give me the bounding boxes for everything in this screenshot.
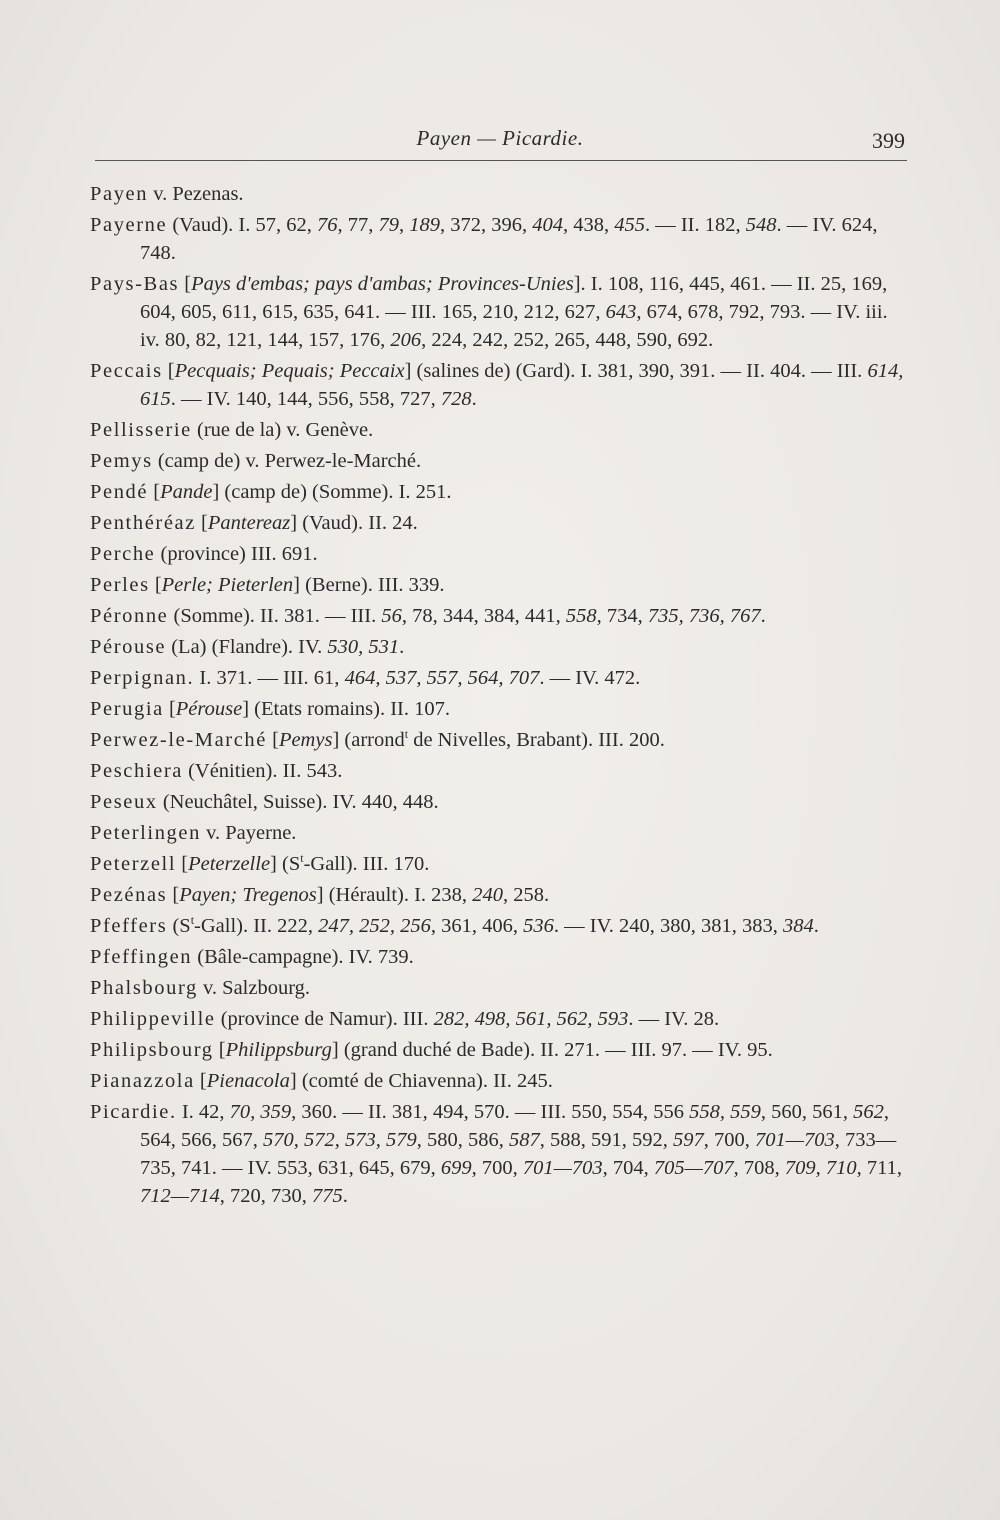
entry-text: [ [179, 273, 192, 295]
entry-italic-text: Pande [160, 481, 213, 503]
index-entry [90, 695, 905, 723]
entry-text: . — IV. 240, 380, 381, 383, [553, 915, 784, 937]
entry-italic-text: 70, 359 [229, 1101, 292, 1123]
entry-italic-text: Perle; Pieterlen [161, 574, 294, 596]
entry-italic-text: 643 [605, 301, 637, 323]
entry-text: [ [195, 512, 208, 534]
index-entry [90, 850, 905, 878]
page-header [95, 126, 905, 162]
entry-headword: Peschiera [90, 760, 183, 782]
entry-headword: Peterlingen [90, 822, 201, 844]
entry-text: , 588, 591, 592, [539, 1129, 673, 1151]
index-entry [90, 881, 905, 909]
entry-text: (rue de la) v. Genève. [191, 419, 374, 441]
entry-headword: Philipsbourg [90, 1039, 214, 1061]
index-entry [90, 633, 905, 661]
index-entry [90, 478, 905, 506]
entry-text: , 361, 406, [430, 915, 524, 937]
entry-text: (Vénitien). II. 543. [182, 760, 343, 782]
index-entry [90, 357, 905, 413]
entry-text: de Nivelles, Brabant). III. 200. [408, 729, 665, 751]
entry-italic-text: 614, 615 [140, 360, 904, 410]
index-entry [90, 1067, 905, 1095]
entry-text: , 360. — II. 381, 494, 570. — III. 550, 554, 556 [291, 1101, 690, 1123]
entry-italic-text: 728 [440, 388, 472, 410]
index-entry [90, 912, 905, 940]
entry-text: , 258. [502, 884, 550, 906]
entry-italic-text: 79 [378, 214, 399, 236]
entry-headword: Pellisserie [90, 419, 192, 441]
entry-text: I. 42, [176, 1101, 230, 1123]
entry-italic-text: 189 [409, 214, 440, 236]
index-entry [90, 757, 905, 785]
entry-headword: Pfeffers [90, 915, 168, 937]
index-entry [90, 540, 905, 568]
entry-headword: Perwez-le-Marché [90, 729, 267, 751]
entry-text: ] (S [270, 853, 301, 875]
entry-superscript: t [300, 851, 304, 866]
entry-text: (camp de) v. Perwez-le-Marché. [152, 450, 422, 472]
entry-text: v. Payerne. [200, 822, 297, 844]
entry-text: [ [163, 698, 176, 720]
entry-headword: Peterzell [90, 853, 177, 875]
entry-text: ] (Berne). III. 339. [293, 574, 445, 596]
entry-italic-text: Pérouse [175, 698, 243, 720]
index-entry [90, 1036, 905, 1064]
entry-italic-text: 775 [311, 1185, 343, 1207]
header-rule [95, 160, 907, 161]
entry-text: . — IV. 624, 748. [140, 214, 878, 264]
entry-italic-text: 597 [673, 1129, 704, 1151]
entry-italic-text: 536 [523, 915, 554, 937]
entry-text: . [399, 636, 405, 658]
entry-text: [ [176, 853, 189, 875]
entry-text: [ [162, 360, 175, 382]
entry-text: . — II. 182, [644, 214, 746, 236]
entry-headword: Payen [90, 183, 149, 205]
entry-italic-text: Peterzelle [188, 853, 271, 875]
entry-italic-text: 464, 537, 557, 564, 707 [344, 667, 540, 689]
entry-headword: Pemys [90, 450, 153, 472]
index-entry [90, 602, 905, 630]
entry-italic-text: Payen; Tregenos [179, 884, 317, 906]
entry-text: ] (Etats romains). II. 107. [242, 698, 450, 720]
entry-headword: Perugia [90, 698, 164, 720]
entry-text: , 372, 396, [439, 214, 533, 236]
entry-superscript: t [404, 727, 409, 742]
entry-italic-text: 701—703 [755, 1129, 835, 1151]
entry-italic-text: 56 [381, 605, 402, 627]
index-entry [90, 447, 905, 475]
entry-italic-text: 76 [316, 214, 338, 236]
entry-text: [ [194, 1070, 207, 1092]
entry-text: ] (arrond [332, 729, 405, 751]
entry-italic-text: 247, 252, 256 [318, 915, 431, 937]
entry-text: , 438, [562, 214, 615, 236]
entry-text: ] (salines de) (Gard). I. 381, 390, 391. — II. 404. — III. [404, 360, 868, 382]
entry-italic-text: 558 [565, 605, 597, 627]
entry-headword: Payerne [90, 214, 168, 236]
entry-italic-text: Pantereaz [207, 512, 291, 534]
index-entry [90, 1005, 905, 1033]
entry-italic-text: Pemys [278, 729, 333, 751]
entry-text: [ [148, 481, 161, 503]
entry-text: , [398, 214, 410, 236]
index-entry [90, 974, 905, 1002]
entry-text: ] (Vaud). II. 24. [290, 512, 418, 534]
entry-text: ] (comté de Chiavenna). II. 245. [289, 1070, 553, 1092]
entry-italic-text: Philippsburg [225, 1039, 332, 1061]
entry-superscript: t [190, 913, 195, 928]
entry-headword: Pianazzola [90, 1070, 195, 1092]
entry-italic-text: 705—707 [653, 1157, 734, 1179]
entry-headword: Pendé [90, 481, 149, 503]
entry-text: (province) III. 691. [155, 543, 318, 565]
entry-text: , 78, 344, 384, 441, [401, 605, 566, 627]
entry-text: (La) (Flandre). IV. [166, 636, 328, 658]
entry-text: . [760, 605, 766, 627]
entry-headword: Pays-Bas [90, 273, 180, 295]
page-number: 399 [872, 128, 905, 153]
entry-italic-text: 558, 559 [689, 1101, 761, 1123]
entry-italic-text: 548 [745, 214, 777, 236]
entry-italic-text: Pienacola [206, 1070, 290, 1092]
entry-text: , 564, 566, 567, [140, 1101, 890, 1151]
entry-italic-text: 455 [614, 214, 645, 236]
index-entry [90, 211, 905, 267]
entry-italic-text: 404 [532, 214, 563, 236]
entry-headword: Picardie. [90, 1101, 177, 1123]
entry-text: -Gall). III. 170. [303, 853, 430, 875]
entry-text: v. Pezenas. [148, 183, 244, 205]
entry-headword: Peseux [90, 791, 158, 813]
entry-text: , 720, 730, [219, 1185, 312, 1207]
entry-headword: Philippeville [90, 1008, 216, 1030]
entry-text: , 708, [733, 1157, 785, 1179]
entry-headword: Pérouse [90, 636, 167, 658]
entry-italic-text: Pays d'embas; pays d'ambas; Provinces-Unies [191, 273, 574, 295]
entry-text: (Bâle-campagne). IV. 739. [192, 946, 414, 968]
entry-headword: Perles [90, 574, 150, 596]
entry-text: ] (grand duché de Bade). II. 271. — III. 97. — IV. 95. [331, 1039, 773, 1061]
entry-headword: Perpignan. [90, 667, 195, 689]
entry-text: (Somme). II. 381. — III. [168, 605, 382, 627]
entry-text: . — IV. 472. [539, 667, 641, 689]
entry-italic-text: Pecquais; Pequais; Peccaix [174, 360, 405, 382]
index-entry [90, 943, 905, 971]
entry-text: (Vaud). I. 57, 62, [167, 214, 317, 236]
entry-text: ] (camp de) (Somme). I. 251. [212, 481, 452, 503]
index-entry [90, 1098, 905, 1210]
entry-text: v. Salzbourg. [197, 977, 311, 999]
entry-text: [ [149, 574, 162, 596]
index-entries [90, 180, 905, 1213]
entry-text: , 711, [856, 1157, 902, 1179]
entry-text: , 700, [703, 1129, 755, 1151]
entry-italic-text: 701—703 [522, 1157, 603, 1179]
index-entry [90, 726, 905, 754]
entry-text: [ [266, 729, 279, 751]
index-entry [90, 664, 905, 692]
entry-headword: Pezénas [90, 884, 168, 906]
entry-text: , 224, 242, 252, 265, 448, 590, 692. [421, 329, 714, 351]
entry-text: I. 371. — III. 61, [194, 667, 345, 689]
entry-headword: Pfeffingen [90, 946, 193, 968]
entry-italic-text: 712—714 [140, 1185, 220, 1207]
entry-text: (S [167, 915, 191, 937]
index-entry [90, 571, 905, 599]
entry-italic-text: 282, 498, 561, 562, 593 [433, 1008, 629, 1030]
index-entry [90, 819, 905, 847]
index-entry [90, 180, 905, 208]
entry-headword: Peccais [90, 360, 163, 382]
entry-italic-text: 206 [390, 329, 422, 351]
entry-text: , 580, 586, [416, 1129, 509, 1151]
entry-headword: Penthéréaz [90, 512, 196, 534]
entry-italic-text: 384 [783, 915, 814, 937]
entry-italic-text: 699 [440, 1157, 472, 1179]
entry-italic-text: 240 [472, 884, 503, 906]
entry-italic-text: 587 [509, 1129, 540, 1151]
entry-text: . [471, 388, 477, 410]
entry-italic-text: 735, 736, 767 [647, 605, 761, 627]
entry-text: , 77, [337, 214, 379, 236]
entry-text: -Gall). II. 222, [194, 915, 319, 937]
entry-text: ] (Hérault). I. 238, [316, 884, 473, 906]
entry-text: [ [167, 884, 180, 906]
entry-text: , 560, 561, [760, 1101, 854, 1123]
entry-italic-text: 709, 710 [784, 1157, 857, 1179]
entry-text: (Neuchâtel, Suisse). IV. 440, 448. [157, 791, 439, 813]
entry-italic-text: 562 [853, 1101, 884, 1123]
entry-text: . [342, 1185, 348, 1207]
entry-text: . [813, 915, 819, 937]
entry-headword: Perche [90, 543, 156, 565]
index-entry [90, 270, 905, 354]
entry-italic-text: 570, 572, 573, 579 [263, 1129, 417, 1151]
entry-text: [ [213, 1039, 226, 1061]
entry-headword: Phalsbourg [90, 977, 198, 999]
running-title: Payen — Picardie. [416, 126, 584, 150]
entry-italic-text: 530, 531 [327, 636, 400, 658]
entry-headword: Péronne [90, 605, 169, 627]
entry-text: . — IV. 140, 144, 556, 558, 727, [170, 388, 441, 410]
entry-text: , 733—735, 741. — IV. 553, 631, 645, 679, [140, 1129, 897, 1179]
entry-text: ]. I. 108, 116, 445, 461. — II. 25, 169, 604, 605, 611, 615, 635, 641. — III. 165, 210, 212, 627, [140, 273, 888, 323]
entry-text: . — IV. 28. [628, 1008, 720, 1030]
index-entry [90, 509, 905, 537]
index-entry [90, 416, 905, 444]
index-entry [90, 788, 905, 816]
entry-text: , 704, [602, 1157, 654, 1179]
entry-text: , 674, 678, 792, 793. — IV. iii. iv. 80, 82, 121, 144, 157, 176, [140, 301, 888, 351]
entry-text: , 700, [471, 1157, 523, 1179]
entry-text: , 734, [596, 605, 648, 627]
entry-text: (province de Namur). III. [215, 1008, 434, 1030]
